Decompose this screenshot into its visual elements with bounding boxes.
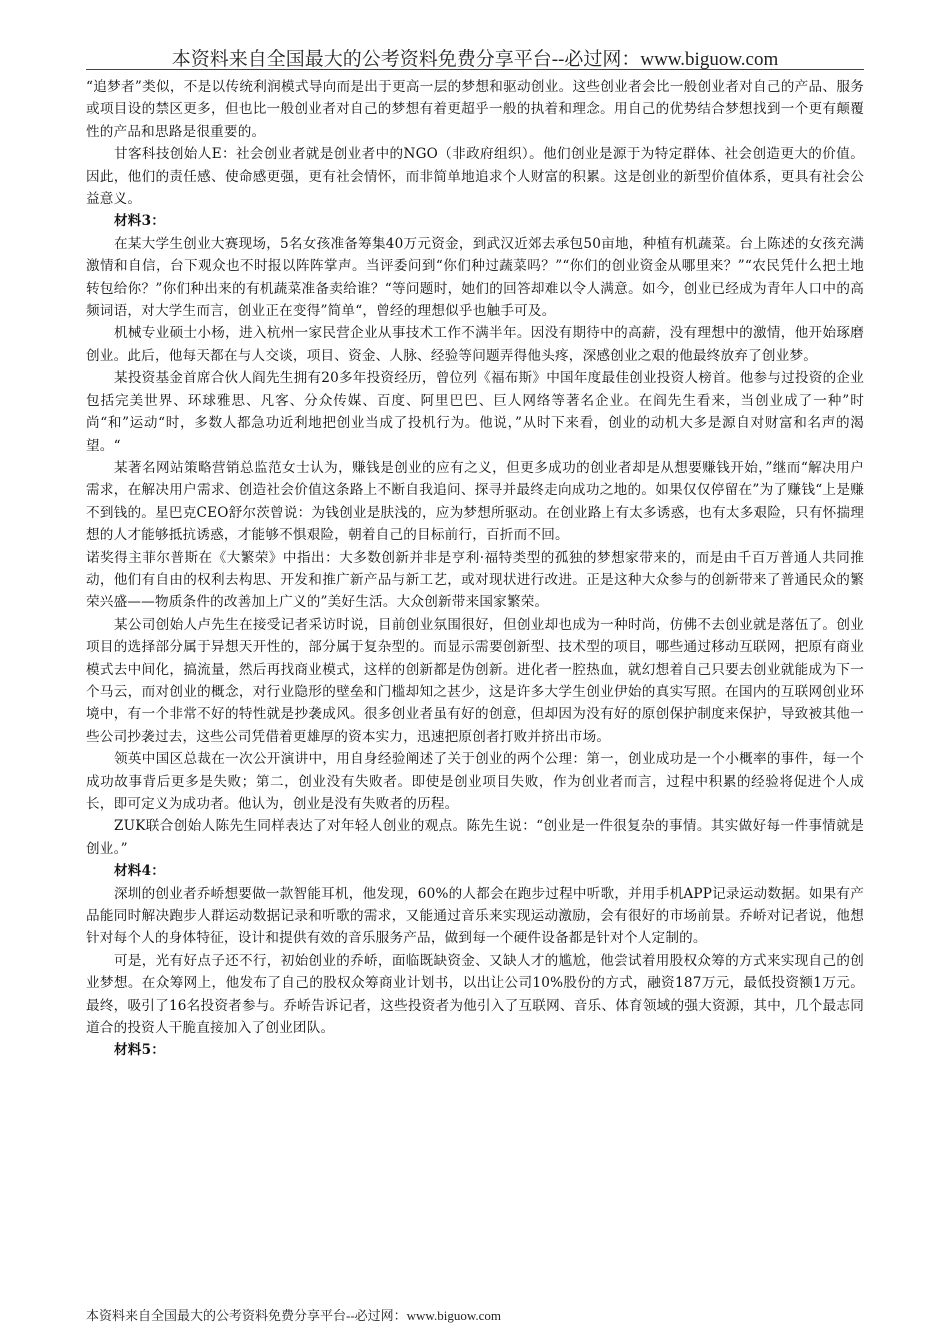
page-footer: 本资料来自全国最大的公考资料免费分享平台--必过网：www.biguow.com <box>86 1308 502 1323</box>
paragraph-2: 甘客科技创始人E：社会创业者就是创业者中的NGO（非政府组织）。他们创业是源于为特定群体、社会创造更大的价值。因此，他们的责任感、使命感更强，更有社会情怀，而非简单地追求个人财富的积累。这是创业的新型价值体系，更具有社会公益意义。 <box>86 146 864 208</box>
paragraph-10: ZUK联合创始人陈先生同样表达了对年轻人创业的观点。陈先生说：“创业是一件很复杂的事情。其实做好每一件事情就是创业。” <box>86 818 864 857</box>
paragraph-9: 领英中国区总裁在一次公开演讲中，用自身经验阐述了关于创业的两个公理：第一，创业成功是一个小概率的事件，每一个成功故事背后更多是失败；第二，创业没有失败者。即使是创业项目失败，作为创业者而言，过程中积累的经验将促进个人成长，即可定义为成功者。他认为，创业是没有失败者的历程。 <box>86 751 864 812</box>
paragraph-3: 在某大学生创业大赛现场，5名女孩准备筹集40万元资金，到武汉近郊去承包50亩地，种植有机蔬菜。台上陈述的女孩充满激情和自信，台下观众也不时报以阵阵掌声。当评委问到“你们种过蔬菜吗？”“你们的创业资金从哪里来？”“农民凭什么把土地转包给你？”你们种出来的有机蔬菜准备卖给谁？“等问题时，她们的回答却难以令人满意。如今，创业已经成为青年人口中的高频词语，对大学生而言，创业正在变得”简单“，曾经的理想似乎也触手可及。 <box>86 235 864 320</box>
paragraph-12: 可是，光有好点子还不行，初始创业的乔峤，面临既缺资金、又缺人才的尴尬，他尝试着用股权众筹的方式来实现自己的创业梦想。在众筹网上，他发布了自己的股权众筹商业计划书，以出让公司10%股份的方式，融资187万元，最低投资额1万元。最终，吸引了16名投资者参与。乔峤告诉记者，这些投资者为他引入了互联网、音乐、体育领域的强大资源，其中，几个最志同道合的投资人干脆直接加入了创业团队。 <box>86 952 864 1037</box>
paragraph-8: 某公司创始人卢先生在接受记者采访时说，目前创业氛围很好，但创业却也成为一种时尚，仿佛不去创业就是落伍了。创业项目的选择部分属于异想天开性的，部分属于复杂型的。而显示需要创新型、技术型的项目，哪些通过移动互联网，把原有商业模式去中间化，搞流量，然后再找商业模式，这样的创新都是伪创新。进化者一腔热血，就幻想着自己只要去创业就能成为下一个马云，而对创业的概念，对行业隐形的壁垒和门槛却知之甚少，这是许多大学生创业伊始的真实写照。在国内的互联网创业环境中，有一个非常不好的特性就是抄袭成风。很多创业者虽有好的创意，但却因为没有好的原创保护制度来保护，导致被其他一些公司抄袭过去，这些公司凭借着更雄厚的资本实力，迅速把原创者打败并挤出市场。 <box>86 616 864 745</box>
section-heading-3: 材料3： <box>114 213 166 230</box>
header-divider <box>86 69 864 70</box>
paragraph-6: 某著名网站策略营销总监范女士认为，赚钱是创业的应有之义，但更多成功的创业者却是从想要赚钱开始，”继而“解决用户需求，在解决用户需求、创造社会价值这条路上不断自我追问、探寻并最终走向成功之地的。如果仅仅停留在”为了赚钱“上是赚不到钱的。星巴克CEO舒尔茨曾说：为钱创业是肤浅的，应为梦想所驱动。在创业路上有太多诱惑，也有太多艰险，只有怀揣理想的人才能够抵抗诱惑，才能够不惧艰险，朝着自己的目标前行，百折而不回。 <box>86 459 864 544</box>
paragraph-5: 某投资基金首席合伙人阎先生拥有20多年投资经历，曾位列《福布斯》中国年度最佳创业投资人榜首。他参与过投资的企业包括完美世界、环球雅思、凡客、分众传媒、百度、阿里巴巴、巨人网络等著名企业。在阎先生看来，当创业成了一种”时尚“和”运动“时，多数人都急功近利地把创业当成了投机行为。他说，”从时下来看，创业的动机大多是源自对财富和名声的渴望。“ <box>86 370 864 454</box>
page-header: 本资料来自全国最大的公考资料免费分享平台--必过网：www.biguow.com <box>171 49 779 70</box>
paragraph-11: 深圳的创业者乔峤想要做一款智能耳机，他发现，60%的人都会在跑步过程中听歌，并用手机APP记录运动数据。如果有产品能同时解决跑步人群运动数据记录和听歌的需求，又能通过音乐来实现运动激励，会有很好的市场前景。乔峤对记者说，他想针对每个人的身体特征，设计和提供有效的音乐服务产品，做到每一个硬件设备都是针对个人定制的。 <box>86 885 864 947</box>
document-body <box>86 76 864 1062</box>
section-heading-4: 材料4： <box>114 863 166 880</box>
section-heading-5: 材料5： <box>114 1042 166 1059</box>
paragraph-1: “追梦者”类似，不是以传统利润模式导向而是出于更高一层的梦想和驱动创业。这些创业者会比一般创业者对自己的产品、服务或项目设的禁区更多，但也比一般创业者对自己的梦想有着更超乎一般的执着和理念。用自己的优势结合梦想找到一个更有颠覆性的产品和思路是很重要的。 <box>86 79 864 140</box>
paragraph-7: 诺奖得主菲尔普斯在《大繁荣》中指出：大多数创新并非是亨利·福特类型的孤独的梦想家带来的，而是由千百万普通人共同推动，他们有自由的权利去构思、开发和推广新产品与新工艺，或对现状进行改进。正是这种大众参与的创新带来了普通民众的繁荣兴盛——物质条件的改善加上广义的”美好生活。大众创新带来国家繁荣。 <box>86 549 864 611</box>
paragraph-4: 机械专业硕士小杨，进入杭州一家民营企业从事技术工作不满半年。因没有期待中的高薪，没有理想中的激情，他开始琢磨创业。此后，他每天都在与人交谈，项目、资金、人脉、经验等问题弄得他头疼，深感创业之艰的他最终放弃了创业梦。 <box>86 325 864 364</box>
